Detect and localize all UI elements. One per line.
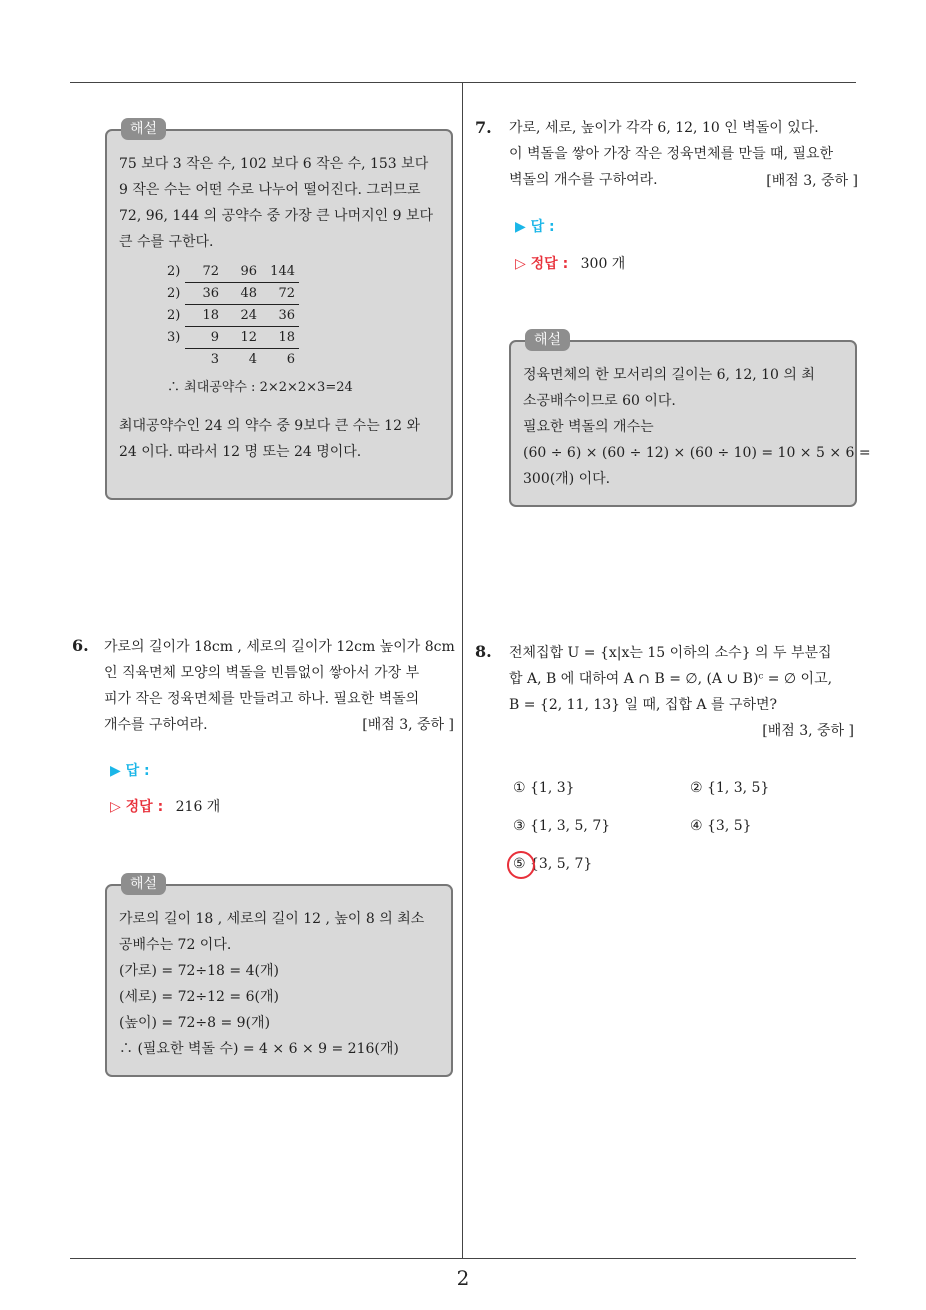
correct-answer-row (515, 253, 625, 273)
choice-3[interactable]: ③ {1, 3, 5, 7} (513, 818, 611, 834)
cell: 4 (248, 352, 257, 367)
cell: 72 (278, 286, 295, 301)
solution-box-1 (105, 121, 453, 500)
solution-tag: 해설 (121, 873, 166, 895)
question-line: 가로, 세로, 높이가 각각 6, 12, 10 인 벽돌이 있다. (509, 120, 819, 136)
choice-2[interactable]: ② {1, 3, 5} (690, 780, 770, 796)
solution-line: 300(개) 이다. (523, 471, 611, 487)
cell: 144 (270, 264, 295, 279)
question-number: 7. (475, 118, 492, 137)
division-row (167, 283, 439, 305)
division-table (167, 261, 439, 401)
score-meta: [배점 3, 중하 ] (362, 717, 454, 733)
page-number: 2 (456, 1266, 470, 1290)
solution-line: 가로의 길이 18 , 세로의 길이 12 , 높이 8 의 최소 (119, 911, 425, 927)
choice-4[interactable]: ④ {3, 5} (690, 818, 752, 834)
correct-value: 300 개 (580, 256, 626, 272)
question-line: 전체집합 U = {x|x는 15 이하의 소수} 의 두 부분집 (509, 645, 832, 661)
question-line: 개수를 구하여라. (104, 717, 208, 733)
division-row (167, 261, 439, 283)
cell: 18 (202, 308, 219, 323)
correct-label: ▷ 정답 : (110, 799, 164, 815)
solution-line: 최대공약수인 24 의 약수 중 9보다 큰 수는 12 와 (119, 418, 420, 434)
question-line: 인 직육면체 모양의 벽돌을 빈틈없이 쌓아서 가장 부 (104, 665, 420, 681)
answer-label: ▶ 답 : (110, 763, 150, 779)
cell: 9 (210, 330, 219, 345)
answer-row (515, 216, 555, 236)
division-row (167, 349, 439, 371)
solution-tag: 해설 (121, 118, 166, 140)
solution-line: 9 작은 수는 어떤 수로 나누어 떨어진다. 그러므로 (119, 182, 421, 198)
solution-line: (가로) = 72÷18 = 4(개) (119, 963, 279, 979)
correct-value: 216 개 (175, 799, 221, 815)
solution-line: 24 이다. 따라서 12 명 또는 24 명이다. (119, 444, 362, 460)
column-divider (462, 82, 463, 1258)
correct-answer-row (110, 796, 220, 816)
solution-line: (세로) = 72÷12 = 6(개) (119, 989, 279, 1005)
cell: 24 (240, 308, 257, 323)
question-text (509, 640, 859, 718)
division-row (167, 305, 439, 327)
solution-line: 72, 96, 144 의 공약수 중 가장 큰 나머지인 9 보다 (119, 208, 433, 224)
divisor: 3) (167, 330, 181, 345)
question-line: B = {2, 11, 13} 일 때, 집합 A 를 구하면? (509, 697, 778, 713)
cell: 36 (202, 286, 219, 301)
divisor: 2) (167, 264, 181, 279)
solution-box-6 (105, 876, 453, 1077)
solution-line: 소공배수이므로 60 이다. (523, 393, 676, 409)
answer-row (110, 760, 150, 780)
question-line: 가로의 길이가 18cm , 세로의 길이가 12cm 높이가 8cm (104, 639, 455, 655)
choice-5[interactable]: ⑤ {3, 5, 7} (513, 856, 593, 872)
solution-line: (높이) = 72÷8 = 9(개) (119, 1015, 271, 1031)
divisor (167, 349, 185, 371)
cell: 36 (278, 308, 295, 323)
solution-line: 정육면체의 한 모서리의 길이는 6, 12, 10 의 최 (523, 367, 815, 383)
cell: 48 (240, 286, 257, 301)
solution-line: 큰 수를 구한다. (119, 234, 214, 250)
question-number: 8. (475, 642, 492, 661)
division-row (167, 327, 439, 349)
cell: 3 (210, 352, 219, 367)
solution-line: 75 보다 3 작은 수, 102 보다 6 작은 수, 153 보다 (119, 156, 429, 172)
score-meta: [배점 3, 중하 ] (766, 173, 858, 189)
selected-answer-circle-icon (507, 851, 535, 879)
cell: 6 (286, 352, 295, 367)
solution-tag: 해설 (525, 329, 570, 351)
divisor: 2) (167, 286, 181, 301)
solution-line: 필요한 벽돌의 개수는 (523, 419, 654, 435)
solution-line: 공배수는 72 이다. (119, 937, 232, 953)
answer-label: ▶ 답 : (515, 219, 555, 235)
question-line: 피가 작은 정육면체를 만들려고 하나. 필요한 벽돌의 (104, 691, 420, 707)
score-meta: [배점 3, 중하 ] (762, 723, 854, 739)
question-line: 벽돌의 개수를 구하여라. (509, 172, 658, 188)
cell: 96 (240, 264, 257, 279)
cell: 72 (202, 264, 219, 279)
top-rule (70, 82, 856, 83)
solution-box-7 (509, 332, 871, 507)
cell: 12 (240, 330, 257, 345)
correct-label: ▷ 정답 : (515, 256, 569, 272)
solution-line: (60 ÷ 6) × (60 ÷ 12) × (60 ÷ 10) = 10 × 5 × 6 = (523, 445, 871, 461)
choice-1[interactable]: ① {1, 3} (513, 780, 575, 796)
cell: 18 (278, 330, 295, 345)
question-number: 6. (72, 636, 89, 655)
divisor: 2) (167, 308, 181, 323)
gcd-line: ∴ 최대공약수 : 2×2×2×3=24 (167, 380, 353, 395)
bottom-rule (70, 1258, 856, 1259)
question-line: 이 벽돌을 쌓아 가장 작은 정육면체를 만들 때, 필요한 (509, 146, 834, 162)
question-line: 합 A, B 에 대하여 A ∩ B = ∅, (A ∪ B)ᶜ = ∅ 이고, (509, 671, 833, 687)
solution-line: ∴ (필요한 벽돌 수) = 4 × 6 × 9 = 216(개) (119, 1041, 399, 1057)
